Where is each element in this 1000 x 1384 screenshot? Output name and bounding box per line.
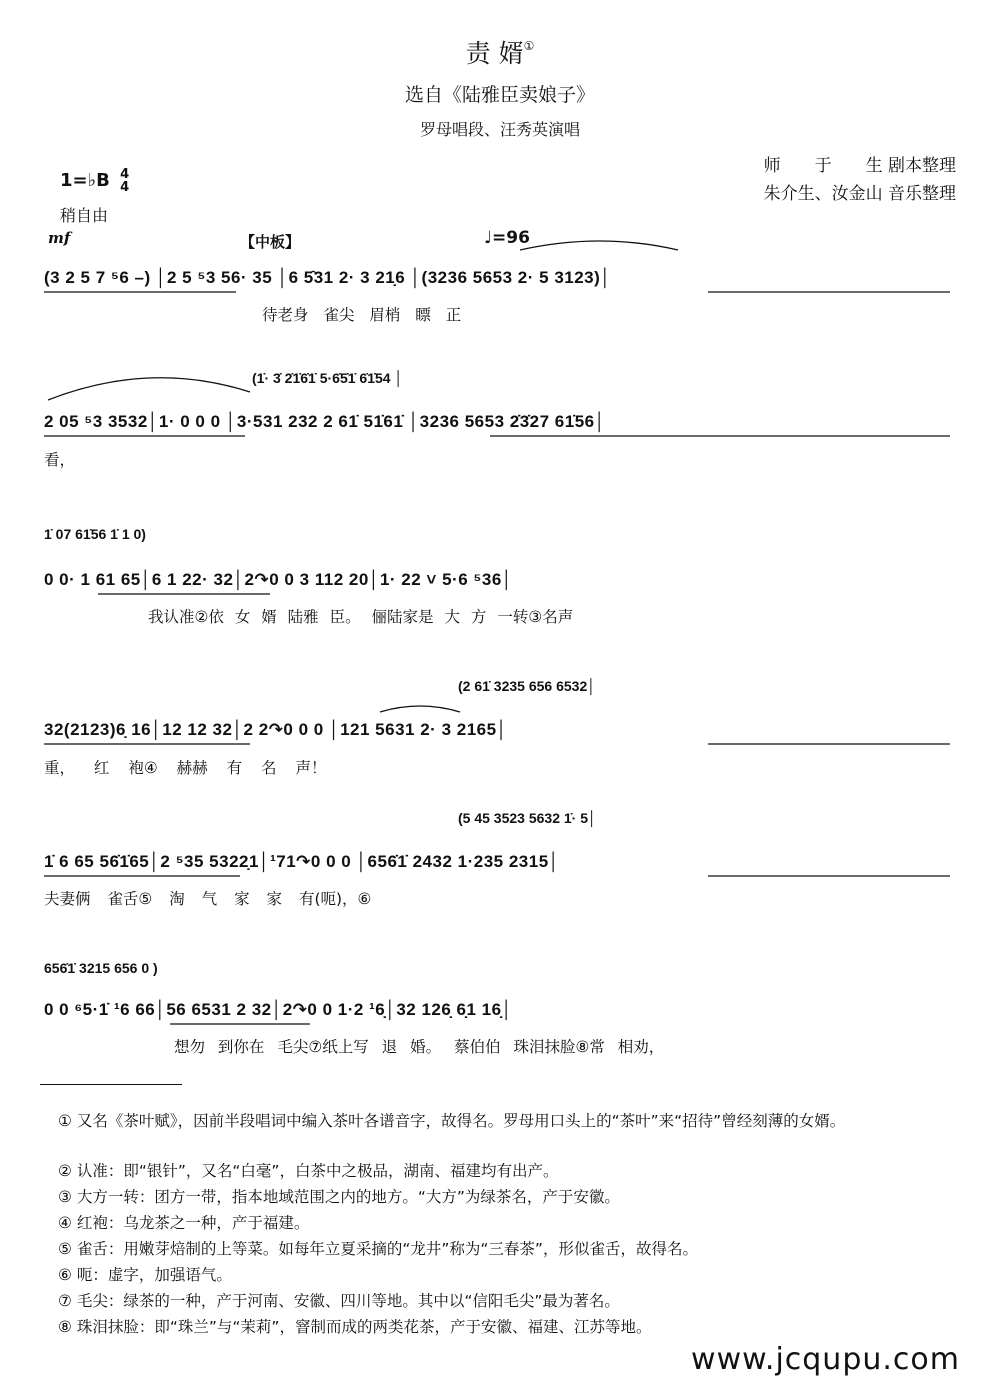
system-2-accompaniment: (1̇· 3̇ 2̇1̇6̇1̇ 5·6̇5̇1̇ 6̇1̇54 │: [252, 370, 404, 386]
system-1-notes: (3 2 5 7 ⁵6 –) │2 5 ⁵3 56· 35 │6 5̑31 2· 3 21̣6 │(3236 5653 2· 5 3123)│: [44, 268, 612, 287]
song-title-text: 责 婿: [465, 39, 524, 68]
footnote-2: ② 认准：即“银针”，又名“白毫”，白茶中之极品，湖南、福建均有出产。: [58, 1162, 559, 1180]
system-2-lyrics: 看，: [44, 451, 76, 469]
title-footnote-mark: ①: [523, 39, 535, 53]
system-6-lyrics: 想勿 到你在 毛尖⑦纸上写 退 婚。 蔡伯伯 珠泪抹脸⑧常 相劝，: [174, 1038, 665, 1056]
time-signature: [120, 168, 129, 194]
system-6-notes: 0 0 ⁶5·1̇ ¹6 66│56 6531 2 32│2↷0 0 1·2 ¹6̣│32 126̣ 6̣1 16̣│: [44, 1000, 513, 1019]
footnote-3: ③ 大方一转：团方一带，指本地域范围之内的地方。“大方”为绿茶名，产于安徽。: [58, 1188, 620, 1206]
footnote-6: ⑥ 呃：虚字，加强语气。: [58, 1266, 232, 1284]
system-4-notes: 32(2123)6̣ 16│12 12 32│2 2↷0 0 0 │121 5631 2· 3 2165│: [44, 720, 508, 739]
credits: [764, 152, 956, 208]
time-top: 4: [120, 167, 130, 182]
system-4-accompaniment: (2 61̇ 3235 656 6532│: [458, 678, 596, 694]
footnote-8: ⑧ 珠泪抹脸：即“珠兰”与“茉莉”，窨制而成的两类花茶，产于安徽、福建、江苏等地。: [58, 1318, 652, 1336]
footnote-divider: [40, 1084, 182, 1085]
credit-line-script: 师 于 生 剧本整理: [763, 156, 956, 176]
time-bottom: 4: [120, 180, 130, 195]
system-5-accompaniment: (5 45 3523 5632 1̇· 5│: [458, 810, 597, 826]
key-text: 1=♭B: [60, 170, 110, 191]
key-signature: [60, 168, 129, 194]
footnote-5: ⑤ 雀舌：用嫩芽焙制的上等菜。如每年立夏采摘的“龙井”称为“三春茶”，形似雀舌，故得名。: [58, 1240, 698, 1258]
system-3-notes: 0 0· 1 61 65│6 1 22· 32│2↷0 0 3 112 20│1· 22 ˅ 5·6 ⁵36│: [44, 570, 513, 589]
system-6-accompaniment: 656̇1̇ 3215 656 0 ): [44, 960, 158, 976]
credit-line-music: 朱介生、汝金山 音乐整理: [763, 184, 956, 204]
song-title: [0, 34, 1000, 70]
site-watermark: www.jcqupu.com: [691, 1342, 960, 1377]
footnote-7: ⑦ 毛尖：绿茶的一种，产于河南、安徽、四川等地。其中以“信阳毛尖”最为著名。: [58, 1292, 620, 1310]
tempo-marking: 稍自由: [60, 206, 109, 225]
dynamic-marking: mf: [48, 229, 71, 247]
performer-line: 罗母唱段、汪秀英演唱: [419, 120, 580, 139]
system-3-accompaniment: 1̇ 07 61̇56 1̇ 1 0): [44, 526, 146, 542]
system-5-notes: 1̇ 6 65 56̇1̇65│2 ⁵35 5322̣1│¹71↷0 0 0 │656̇1̇ 2432 1·235 2315│: [44, 852, 560, 871]
system-5-lyrics: 夫妻俩 雀舌⑤ 淘 气 家 家 有(呃)，⑥: [44, 890, 372, 908]
section-marking: 【中板】: [240, 233, 301, 251]
metronome-marking: ♩=96: [484, 228, 530, 248]
system-2-notes: 2 05 ⁵3 3532│1· 0 0 0 │3·531 232 2 61̇ 51̇61̇ │3236 5653 2̇3̇27 61̇56│: [44, 412, 606, 431]
footnote-4: ④ 红袍：乌龙茶之一种，产于福建。: [58, 1214, 310, 1232]
subtitle: 选自《陆雅臣卖娘子》: [404, 84, 595, 106]
footnote-1: ① 又名《茶叶赋》，因前半段唱词中编入茶叶各谱音字，故得名。罗母用口头上的“茶叶”来“招待”曾经刻薄的女婿。: [58, 1112, 846, 1130]
system-3-lyrics: 我认准②依 女 婿 陆雅 臣。 俪陆家是 大 方 一转③名声: [148, 608, 574, 626]
system-4-lyrics: 重， 红 袍④ 赫赫 有 名 声！: [44, 759, 327, 777]
system-1-lyrics: 待老身 雀尖 眉梢 瞟 正: [262, 306, 462, 324]
